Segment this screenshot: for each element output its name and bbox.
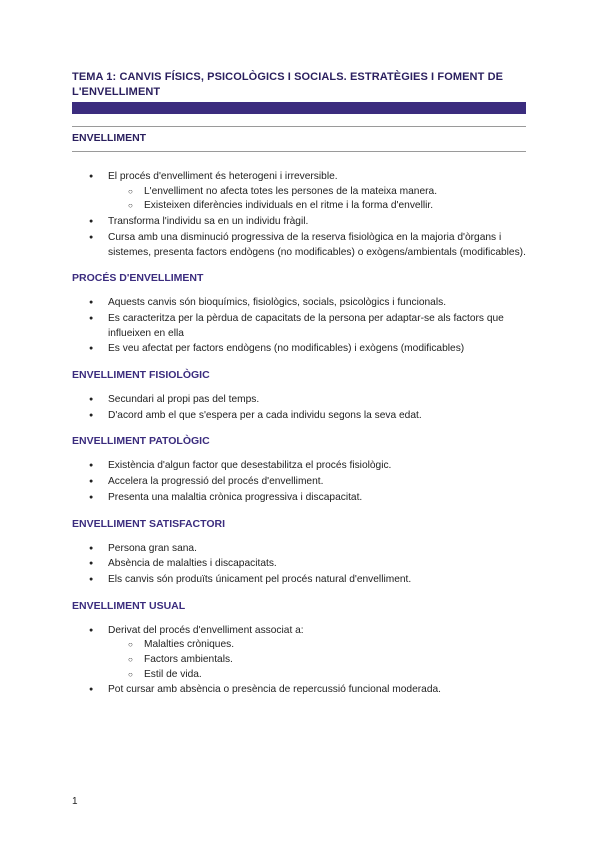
list-item-text: Accelera la progressió del procés d'envelliment. [108,476,324,488]
list-item [72,170,526,214]
list-item [72,393,526,408]
section-heading: ENVELLIMENT PATOLÒGIC [72,435,210,448]
list-item [72,312,526,341]
list-item-text: El procés d'envelliment és heterogeni i irreversible. [108,171,338,182]
sub-bullet-list [108,638,526,682]
list-item-text: Presenta una malaltia crònica progressiva i discapacitat. [108,491,363,503]
list-item [72,459,526,474]
list-item-text: Transforma l'individu sa en un individu fràgil. [108,216,309,228]
bullet-list [72,393,526,423]
list-item [72,683,526,698]
list-item-text: Es veu afectat per factors endògens (no modificables) i exògens (modificables) [108,343,465,355]
section-heading: ENVELLIMENT SATISFACTORI [72,517,226,530]
list-item-text: Es caracteritza per la pèrdua de capacitats de la persona per adaptar-se als factors que influeixen en ella [108,312,504,339]
sub-list-item: ○ Estil de vida. [108,668,526,683]
list-item [72,491,526,506]
list-item [72,557,526,572]
sub-bullet-list [108,185,526,214]
list-item [72,409,526,424]
sub-list-item: ○ Existeixen diferències individuals en el ritme i la forma d'envellir. [108,199,526,214]
list-item-text: Pot cursar amb absència o presència de repercussió funcional moderada. [108,684,441,696]
list-item [72,573,526,588]
list-item [72,215,526,230]
bullet-list [72,542,526,588]
section-heading: ENVELLIMENT USUAL [72,599,186,612]
list-item-text: Absència de malalties i discapacitats. [108,558,277,570]
section-heading: ENVELLIMENT FISIOLÒGIC [72,369,210,382]
list-item [72,624,526,683]
list-item-text: Els canvis són produïts únicament pel procés natural d'envelliment. [108,573,412,585]
list-item-text: Derivat del procés d'envelliment associat a: [108,624,304,636]
sub-list-item: ○ L'envelliment no afecta totes les persones de la mateixa manera. [108,185,526,200]
list-item-text: Cursa amb una disminució progressiva de la reserva fisiològica en la majoria d'òrgans i sistemes, presenta factors endògens (no modificables) o exògens/ambientals (modificables). [108,231,526,258]
list-item-text: Secundari al propi pas del temps. [108,394,260,406]
sub-list-item: ○ Factors ambientals. [108,653,526,668]
list-item [72,231,526,260]
list-item-text: Persona gran sana. [108,542,197,554]
list-item [72,475,526,490]
list-item [72,542,526,557]
bullet-list [72,170,526,260]
list-item-text: Existència d'algun factor que desestabilitza el procés fisiològic. [108,460,392,472]
list-item [72,296,526,311]
page-number: 1 [72,796,78,807]
section-banner: ENVELLIMENT [72,132,147,144]
list-item-text: Aquests canvis són bioquímics, fisiològics, socials, psicològics i funcionals. [108,297,447,309]
banner-bottom-rule [72,151,526,152]
bullet-list [72,296,526,357]
bullet-list [72,459,526,505]
list-item [72,342,526,357]
title-underline-bar [72,102,526,114]
list-item-text: D'acord amb el que s'espera per a cada individu segons la seva edat. [108,409,422,421]
document-page [72,70,526,699]
sections-container [72,170,526,698]
document-title: TEMA 1: CANVIS FÍSICS, PSICOLÒGICS I SOCIALS. ESTRATÈGIES I FOMENT DE L'ENVELLIMENT [72,71,504,98]
bullet-list [72,624,526,699]
section-heading: PROCÉS D'ENVELLIMENT [72,272,204,285]
sub-list-item: ○ Malalties cròniques. [108,638,526,653]
